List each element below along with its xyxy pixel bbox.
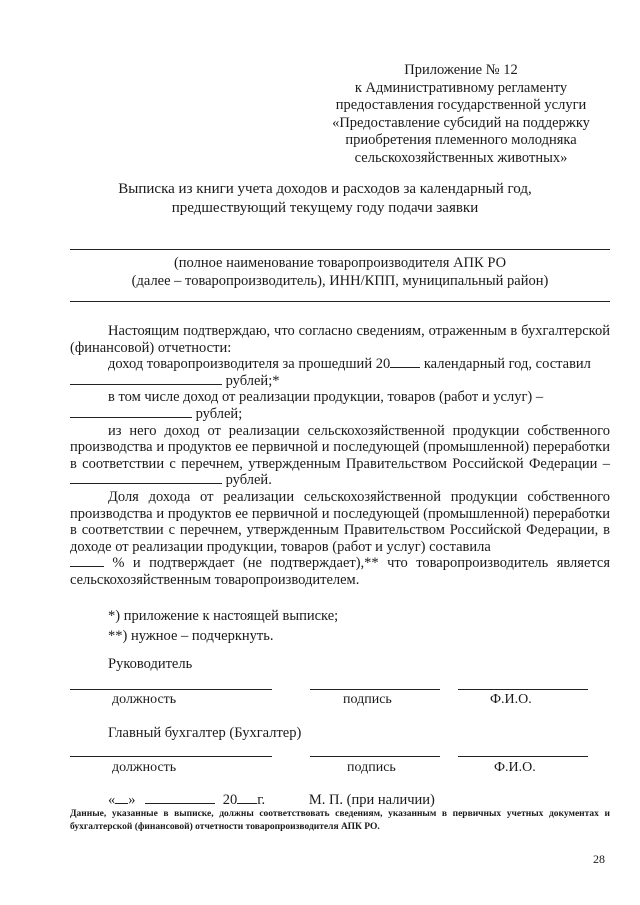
producer-divider bbox=[70, 301, 610, 302]
text: рублей; bbox=[192, 405, 243, 422]
note-item: **) нужное – подчеркнуть. bbox=[108, 628, 274, 644]
accountant-position-caption: должность bbox=[112, 760, 177, 775]
date-row bbox=[108, 792, 488, 809]
text: рублей. bbox=[222, 472, 272, 489]
text: рублей;* bbox=[222, 372, 280, 389]
quote-open: « bbox=[108, 792, 116, 808]
caption-line: (полное наименование товаропроизводителя АПК РО bbox=[173, 255, 507, 271]
appendix-line: «Предоставление субсидий на поддержку bbox=[332, 114, 590, 131]
year-suffix: г. bbox=[257, 792, 266, 808]
accountant-fio-line bbox=[458, 756, 588, 757]
paragraph-income-cont bbox=[70, 373, 610, 390]
stamp-place: М. П. (при наличии) bbox=[308, 792, 435, 808]
paragraph-intro: Настоящим подтверждаю, что согласно сведениям, отраженным в бухгалтерской (финансовой) отчетности: bbox=[70, 323, 610, 356]
footnote: Данные, указанные в выписке, должны соответствовать сведениям, указанным в первичных учетных документах и бухгалтерской (финансовой) отчетности товаропроизводителя АПК РО. bbox=[70, 809, 610, 832]
paragraph-agri-income bbox=[70, 423, 610, 489]
year-blank bbox=[390, 356, 420, 368]
head-signature-caption: подпись bbox=[343, 692, 392, 707]
title-line: предшествующий текущему году подачи заявки bbox=[171, 200, 479, 216]
producer-name-line bbox=[70, 249, 610, 250]
quote-close: » bbox=[128, 792, 136, 808]
head-fio-caption: Ф.И.О. bbox=[490, 692, 532, 707]
appendix-line: приобретения племенного молодняка bbox=[345, 132, 577, 148]
accountant-label: Главный бухгалтер (Бухгалтер) bbox=[108, 725, 302, 741]
text: % и подтверждает (не подтверждает),** что товаропроизводитель является сельскохозяйственным товаропроизводителем. bbox=[70, 555, 610, 588]
head-position-line bbox=[70, 689, 272, 690]
appendix-line: предоставления государственной услуги bbox=[335, 97, 587, 113]
text: Доля дохода от реализации сельскохозяйственной продукции собственного производства и продуктов ее первичной и последующей (промышленной) переработки в соответствии с перечнем, утвержденным Правительством Российской Федерации, в доходе от реализации продукции, товаров (работ и услуг) составила bbox=[70, 488, 610, 555]
head-signature-line bbox=[310, 689, 440, 690]
paragraph-sales-income: в том числе доход от реализации продукции, товаров (работ и услуг) – bbox=[108, 389, 544, 406]
caption-line: (далее – товаропроизводитель), ИНН/КПП, муниципальный район) bbox=[131, 273, 549, 289]
producer-caption bbox=[70, 254, 610, 290]
paragraph-sales-income-cont bbox=[70, 406, 610, 423]
head-label: Руководитель bbox=[108, 656, 193, 672]
document-title bbox=[70, 180, 580, 218]
notes bbox=[108, 606, 338, 646]
appendix-number: Приложение № 12 bbox=[404, 62, 518, 78]
sales-amount-blank bbox=[70, 406, 192, 418]
page-number: 28 bbox=[593, 852, 605, 866]
statement-body bbox=[70, 323, 610, 589]
year-prefix: 20 bbox=[222, 792, 238, 808]
text: из него доход от реализации сельскохозяйственной продукции собственного производства и продуктов ее первичной и последующей (промышленной) переработки в соответствии с перечнем, утвержденным Правительством Российской Федерации – bbox=[70, 422, 610, 472]
note-item: *) приложение к настоящей выписке; bbox=[108, 608, 339, 624]
text: календарный год, составил bbox=[420, 356, 591, 373]
day-blank bbox=[115, 792, 128, 804]
income-amount-blank bbox=[70, 373, 222, 385]
head-position-caption: должность bbox=[112, 692, 177, 707]
appendix-line: сельскохозяйственных животных» bbox=[354, 149, 568, 166]
accountant-fio-caption: Ф.И.О. bbox=[494, 760, 536, 775]
year-blank bbox=[237, 792, 257, 804]
text: доход товаропроизводителя за прошедший 20 bbox=[108, 356, 391, 373]
paragraph-income bbox=[70, 356, 610, 373]
accountant-signature-line bbox=[310, 756, 440, 757]
head-fio-line bbox=[458, 689, 588, 690]
paragraph-share bbox=[70, 489, 610, 555]
paragraph-share-cont bbox=[70, 555, 610, 588]
month-blank bbox=[145, 792, 215, 804]
share-percent-blank bbox=[70, 555, 104, 567]
appendix-header bbox=[316, 62, 606, 167]
title-line: Выписка из книги учета доходов и расходов за календарный год, bbox=[118, 181, 532, 197]
appendix-line: к Административному регламенту bbox=[354, 79, 568, 96]
accountant-signature-caption: подпись bbox=[347, 760, 396, 775]
accountant-position-line bbox=[70, 756, 272, 757]
agri-amount-blank bbox=[70, 472, 222, 484]
